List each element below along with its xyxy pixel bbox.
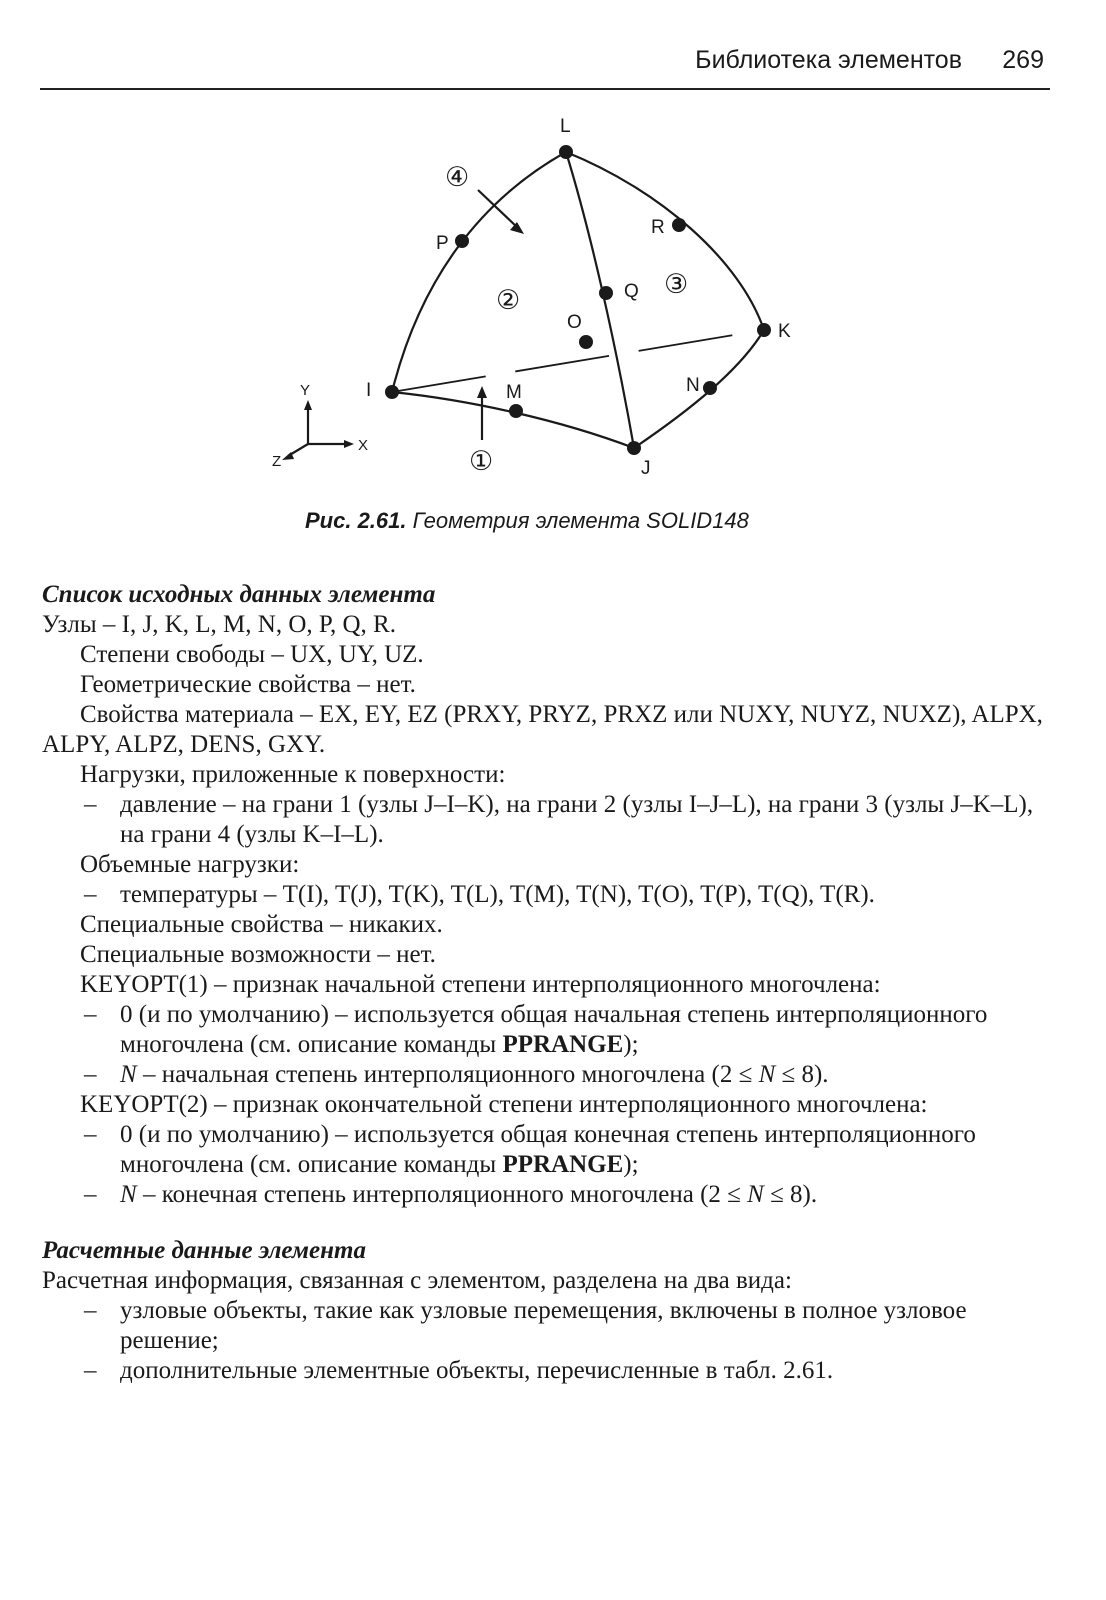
bullet-dash: – (84, 881, 97, 908)
node-M (509, 404, 523, 418)
keyopt2-optn-end: ≤ 8). (763, 1181, 818, 1208)
input-geometry: Геометрические свойства – нет. (80, 671, 416, 698)
node-R (672, 218, 686, 232)
label-O: O (567, 312, 582, 333)
input-keyopt1: KEYOPT(1) – признак начальной степени интерполяционного многочлена: (80, 971, 881, 998)
input-body-loads: Объемные нагрузки: (80, 851, 300, 878)
bullet-dash: – (84, 1297, 97, 1324)
label-P: P (436, 233, 449, 254)
node-L (559, 145, 573, 159)
node-K (757, 323, 771, 337)
node-P (455, 234, 469, 248)
output-heading: Расчетные данные элемента (42, 1237, 366, 1264)
list-item-keyopt1-n (42, 1060, 1052, 1090)
var-n: N (758, 1061, 776, 1088)
output-item2-text: дополнительные элементные объекты, перечисленные в табл. 2.61. (120, 1357, 834, 1384)
bullet-dash: – (84, 1357, 97, 1384)
page-header (40, 38, 1050, 90)
label-I: I (366, 380, 372, 401)
arrowhead-face1 (477, 386, 487, 398)
list-item-output-1 (42, 1296, 1052, 1356)
axis-label-z: Z (272, 453, 282, 470)
label-N: N (686, 375, 700, 396)
face-label-1: ① (469, 446, 494, 476)
list-item-temperatures (42, 880, 1052, 910)
label-J: J (641, 458, 651, 479)
list-item-keyopt1-0 (42, 1000, 1052, 1060)
section-gap (42, 1210, 1052, 1236)
axis-label-x: X (358, 437, 369, 454)
keyopt2-opt0-text: 0 (и по умолчанию) – используется общая конечная степень интерполяционного многочлена (см. описание команды (120, 1121, 976, 1178)
output-intro: Расчетная информация, связанная с элементом, разделена на два вида: (42, 1267, 792, 1294)
bullet-dash: – (84, 791, 97, 818)
arrowhead-y (304, 400, 312, 410)
edge-L-K (566, 152, 764, 330)
element-geometry-figure (0, 100, 1106, 500)
command-pprange: PPRANGE (502, 1151, 624, 1178)
node-O (579, 335, 593, 349)
keyopt1-opt0-end: ); (623, 1031, 639, 1058)
output-item1-text: узловые объекты, такие как узловые перемещения, включены в полное узловое решение; (120, 1297, 967, 1354)
input-special-props: Специальные свойства – никаких. (80, 911, 443, 938)
label-R: R (651, 217, 665, 238)
axis-label-y: Y (300, 382, 311, 399)
face-label-3: ③ (664, 269, 689, 299)
bullet-dash: – (84, 1061, 97, 1088)
temperatures-text: температуры – T(I), T(J), T(K), T(L), T(M), T(N), T(O), T(P), T(Q), T(R). (120, 881, 875, 908)
label-L: L (560, 116, 571, 137)
node-N (703, 381, 717, 395)
keyopt1-optn-end: ≤ 8). (775, 1061, 829, 1088)
list-item-pressure (42, 790, 1052, 850)
input-dof: Степени свободы – UX, UY, UZ. (80, 641, 424, 668)
bullet-dash: – (84, 1001, 97, 1028)
command-pprange: PPRANGE (502, 1031, 624, 1058)
list-item-keyopt2-n (42, 1180, 1052, 1210)
page-number: 269 (1002, 46, 1044, 74)
label-K: K (778, 321, 791, 342)
var-n: N (747, 1181, 764, 1208)
label-Q: Q (624, 281, 639, 302)
node-Q (599, 286, 613, 300)
input-surface-loads: Нагрузки, приложенные к поверхности: (80, 761, 506, 788)
figure-caption (305, 508, 749, 534)
keyopt2-opt0-end: ); (623, 1151, 639, 1178)
face-label-2: ② (496, 285, 521, 315)
keyopt2-optn-text: – конечная степень интерполяционного многочлена (2 ≤ (136, 1181, 748, 1208)
node-J (627, 441, 641, 455)
input-nodes: Узлы – I, J, K, L, M, N, O, P, Q, R. (42, 611, 396, 638)
arrow-face4 (478, 190, 518, 228)
keyopt1-optn-text: – начальная степень интерполяционного многочлена (2 ≤ (136, 1061, 759, 1088)
keyopt1-opt0-text: 0 (и по умолчанию) – используется общая начальная степень интерполяционного многочлена (см. описание команды (120, 1001, 988, 1058)
label-M: M (506, 382, 522, 403)
bullet-dash: – (84, 1181, 97, 1208)
list-item-output-2 (42, 1356, 1052, 1386)
input-special-features: Специальные возможности – нет. (80, 941, 436, 968)
input-material: Свойства материала – EX, EY, EZ (PRXY, PRYZ, PRXZ или NUXY, NUYZ, NUXZ), ALPX, ALPY, ALPZ, DENS, GXY. (42, 701, 1043, 758)
pressure-text: давление – на грани 1 (узлы J–I–K), на грани 2 (узлы I–J–L), на грани 3 (узлы J–K–L), на грани 4 (узлы K–I–L). (120, 791, 1034, 848)
running-title: Библиотека элементов (695, 46, 962, 74)
input-keyopt2: KEYOPT(2) – признак окончательной степени интерполяционного многочлена: (80, 1091, 928, 1118)
var-n: N (120, 1061, 137, 1088)
arrowhead-x (344, 440, 354, 448)
figure-title: Геометрия элемента SOLID148 (412, 508, 749, 533)
list-item-keyopt2-0 (42, 1120, 1052, 1180)
edge-I-L (392, 152, 566, 392)
var-n: N (120, 1181, 137, 1208)
node-I (385, 385, 399, 399)
input-heading: Список исходных данных элемента (42, 581, 436, 608)
bullet-dash: – (84, 1121, 97, 1148)
page-body (42, 580, 1052, 1386)
figure-number: Рис. 2.61. (305, 508, 407, 533)
face-label-4: ④ (445, 162, 470, 192)
